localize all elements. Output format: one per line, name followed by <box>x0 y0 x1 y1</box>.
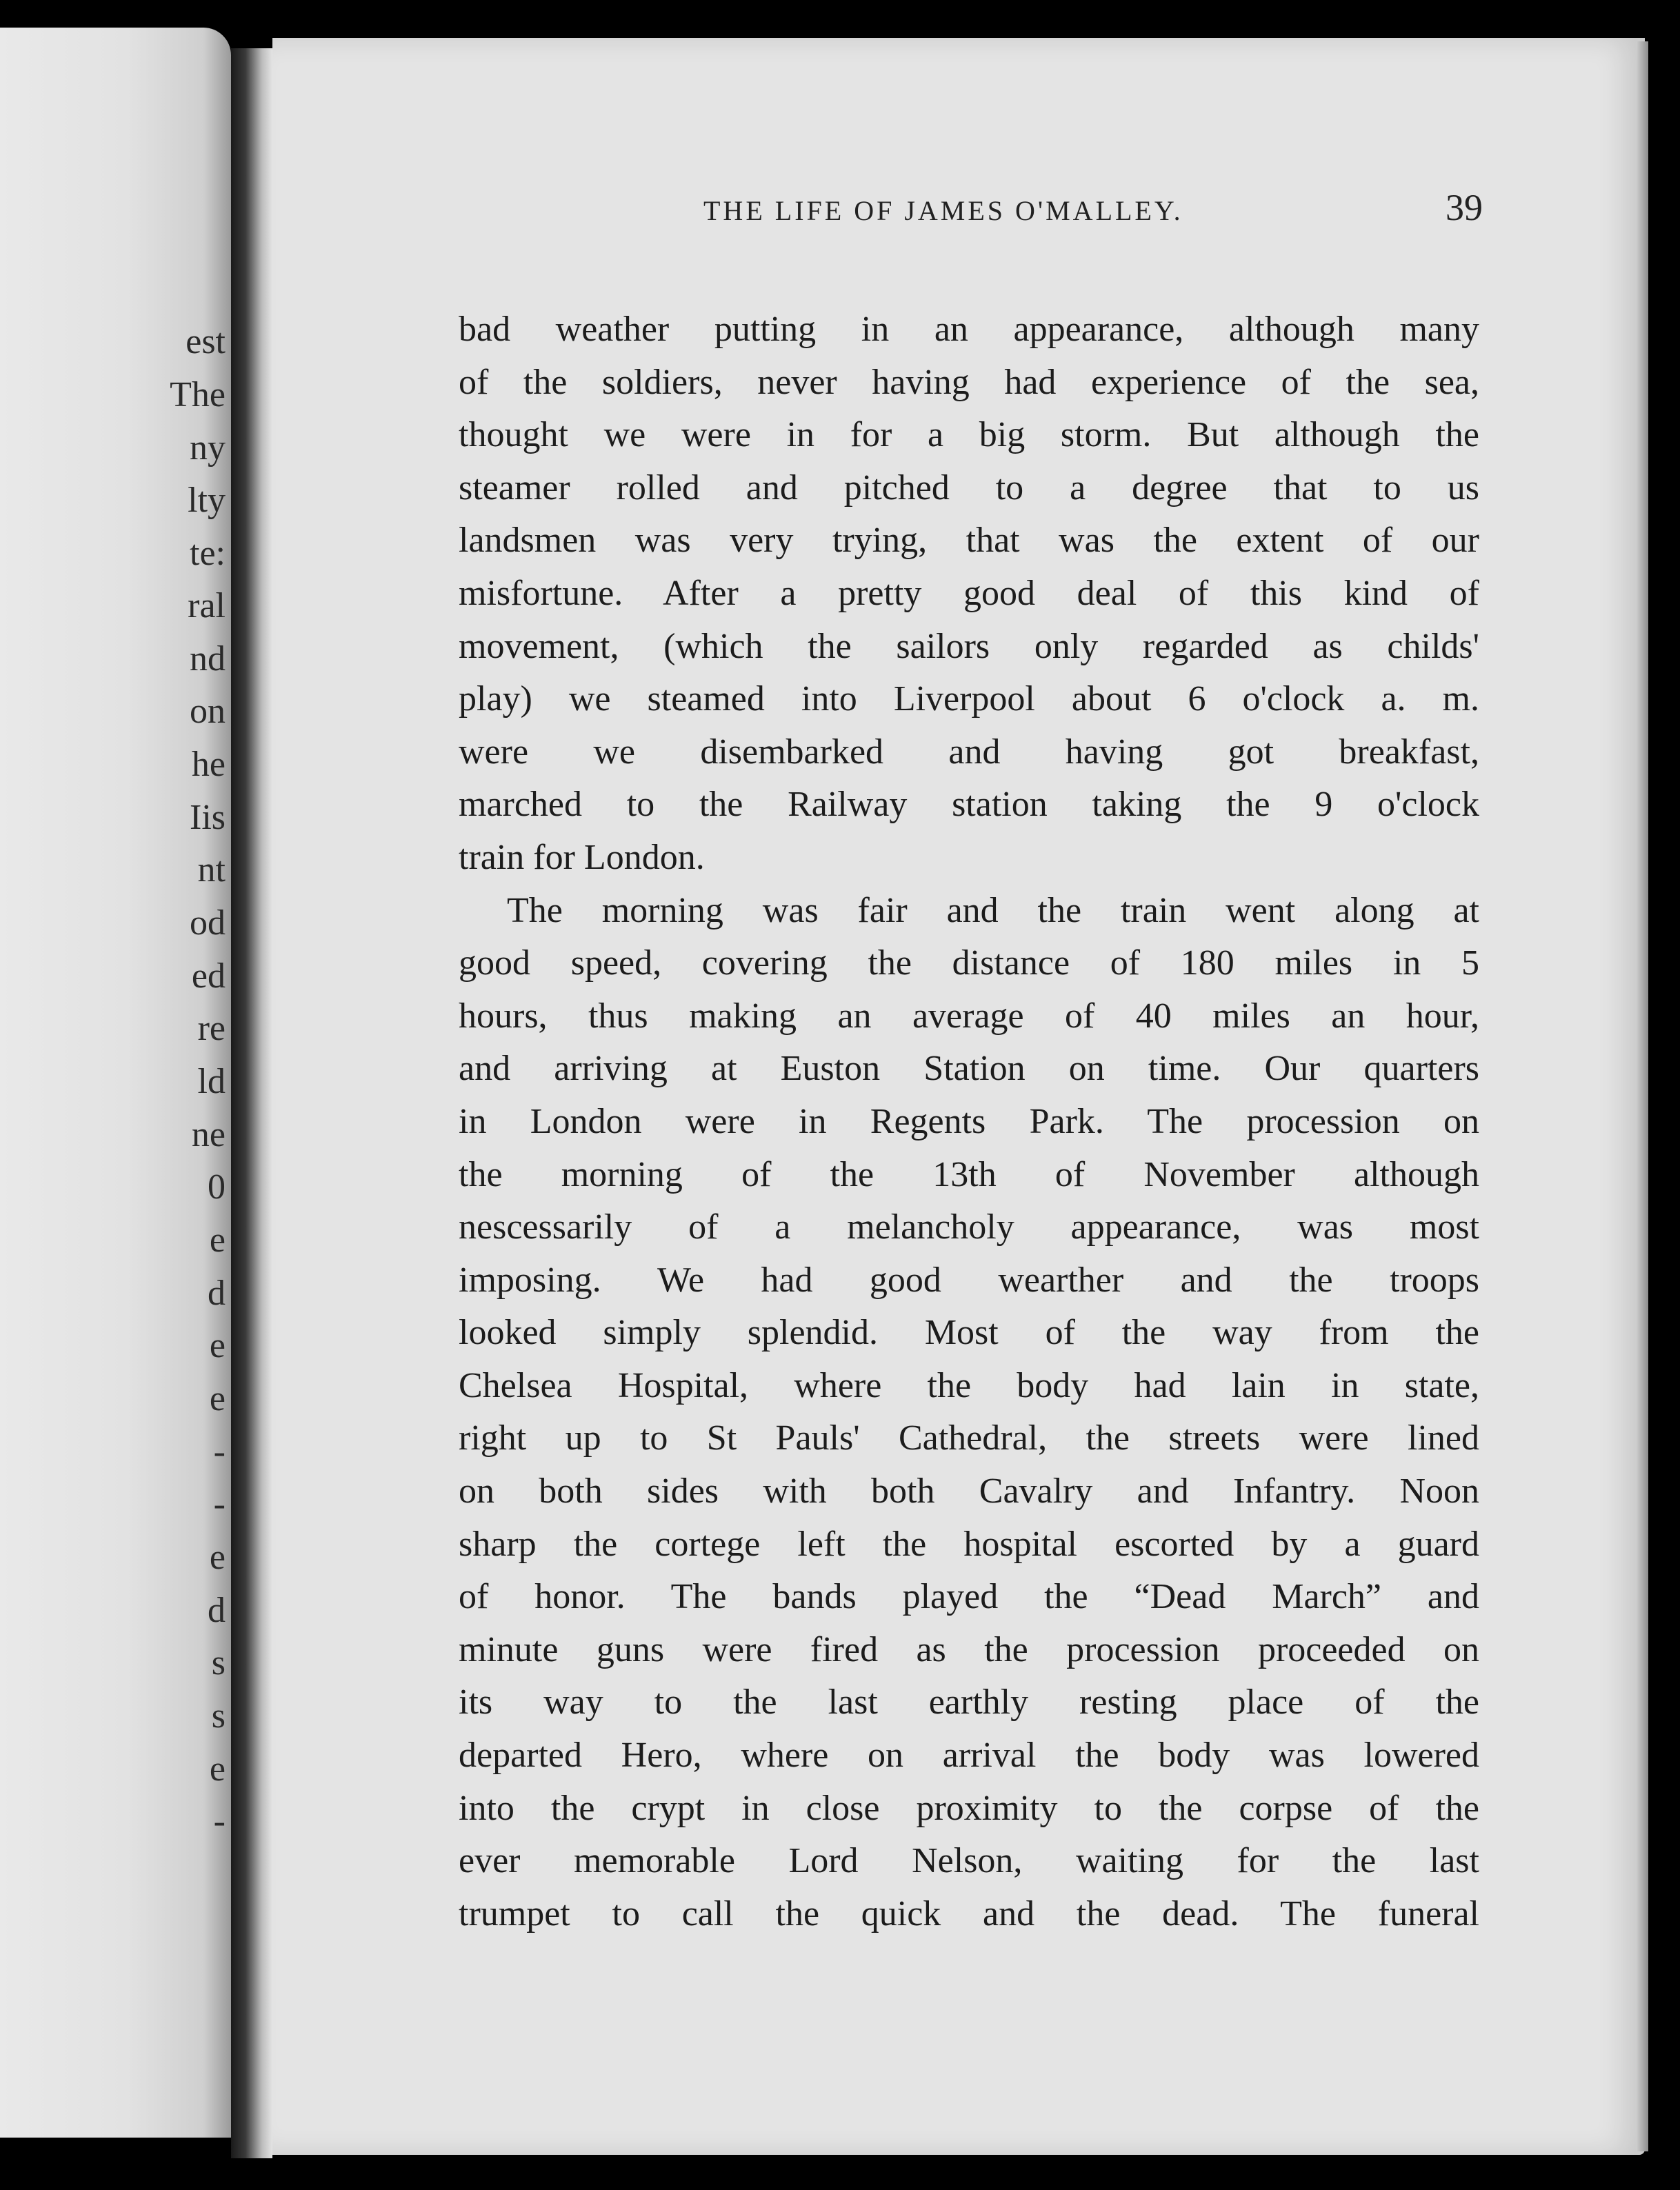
facing-line-fragment: nt <box>197 850 226 890</box>
facing-line-fragment: - <box>213 1485 226 1524</box>
text-line: were we disembarked and having got breakfast, <box>459 732 1479 772</box>
text-line: in London were in Regents Park. The procession on <box>459 1101 1479 1141</box>
text-line: thought we were in for a big storm. But although the <box>459 415 1479 455</box>
facing-line-fragment: re <box>197 1009 226 1048</box>
text-line: steamer rolled and pitched to a degree that to us <box>459 468 1479 508</box>
text-line: sharp the cortege left the hospital escorted by a guard <box>459 1524 1479 1564</box>
text-line: the morning of the 13th of November although <box>459 1154 1479 1194</box>
facing-line-fragment: s <box>211 1696 226 1736</box>
text-line: looked simply splendid. Most of the way from the <box>459 1313 1479 1353</box>
book-gutter <box>231 48 272 2158</box>
text-line: on both sides with both Cavalry and Infantry. Noon <box>459 1471 1479 1511</box>
paragraph <box>459 303 1479 885</box>
text-line: good speed, covering the distance of 180 miles in 5 <box>459 943 1479 983</box>
text-line: of the soldiers, never having had experience of the sea, <box>459 362 1479 402</box>
paragraph <box>459 885 1479 1941</box>
text-line: trumpet to call the quick and the dead. The funeral <box>459 1893 1479 1933</box>
facing-line-fragment: od <box>190 903 226 943</box>
facing-line-fragment: ed <box>191 956 226 996</box>
facing-line-fragment: - <box>213 1432 226 1471</box>
running-head <box>703 186 1483 229</box>
text-line: marched to the Railway station taking the 9 o'clock <box>459 785 1479 825</box>
facing-line-fragment: te: <box>190 534 226 573</box>
facing-line-fragment: ld <box>197 1062 226 1101</box>
facing-line-fragment: The <box>170 375 226 414</box>
facing-line-fragment: e <box>209 1326 226 1365</box>
facing-line-fragment: s <box>211 1643 226 1682</box>
facing-line-fragment: on <box>190 692 226 731</box>
facing-line-fragment: ne <box>191 1115 226 1154</box>
text-line: misfortune. After a pretty good deal of this kind of <box>459 573 1479 613</box>
facing-line-fragment: - <box>213 1802 226 1841</box>
text-line: of honor. The bands played the “Dead March” and <box>459 1577 1479 1617</box>
text-line: landsmen was very trying, that was the extent of our <box>459 521 1479 561</box>
facing-line-fragment: e <box>209 1538 226 1577</box>
text-line: departed Hero, where on arrival the body was lowered <box>459 1736 1479 1776</box>
text-line: right up to St Pauls' Cathedral, the streets were lined <box>459 1418 1479 1458</box>
running-title: THE LIFE OF JAMES O'MALLEY. <box>703 195 1183 226</box>
text-line: imposing. We had good wearther and the troops <box>459 1260 1479 1300</box>
facing-line-fragment: ral <box>188 586 226 625</box>
facing-line-fragment: est <box>186 322 226 361</box>
text-line: train for London. <box>459 837 705 877</box>
page-number: 39 <box>1446 187 1483 228</box>
text-line: Chelsea Hospital, where the body had lain in state, <box>459 1365 1479 1405</box>
text-line: movement, (which the sailors only regarded as childs' <box>459 626 1479 666</box>
text-line: its way to the last earthly resting place of the <box>459 1682 1479 1722</box>
facing-line-fragment: e <box>209 1749 226 1789</box>
page-edge-shadow <box>1636 41 1648 2151</box>
facing-line-fragment: lty <box>188 481 226 520</box>
text-line: play) we steamed into Liverpool about 6 o'clock a. m. <box>459 679 1479 719</box>
facing-line-fragment: he <box>191 745 226 784</box>
text-line: minute guns were fired as the procession proceeded on <box>459 1629 1479 1669</box>
facing-line-fragment: e <box>209 1379 226 1418</box>
text-line: and arriving at Euston Station on time. Our quarters <box>459 1049 1479 1089</box>
text-line: bad weather putting in an appearance, although many <box>459 310 1479 349</box>
facing-line-fragment: d <box>208 1591 226 1630</box>
facing-line-fragment: d <box>208 1274 226 1313</box>
facing-line-fragment: ny <box>190 428 226 468</box>
facing-line-fragment: e <box>209 1220 226 1260</box>
body-text <box>459 303 1479 1940</box>
text-line: ever memorable Lord Nelson, waiting for the last <box>459 1841 1479 1881</box>
facing-line-fragment: nd <box>190 639 226 679</box>
text-line: into the crypt in close proximity to the corpse of the <box>459 1788 1479 1828</box>
text-line: nescessarily of a melancholy appearance, was most <box>459 1207 1479 1247</box>
facing-line-fragment: Iis <box>190 798 226 837</box>
facing-line-fragment: 0 <box>208 1167 226 1207</box>
facing-page-fragment <box>0 28 231 2138</box>
text-line: The morning was fair and the train went along at <box>507 890 1479 930</box>
text-line: hours, thus making an average of 40 miles an hour, <box>459 996 1479 1036</box>
